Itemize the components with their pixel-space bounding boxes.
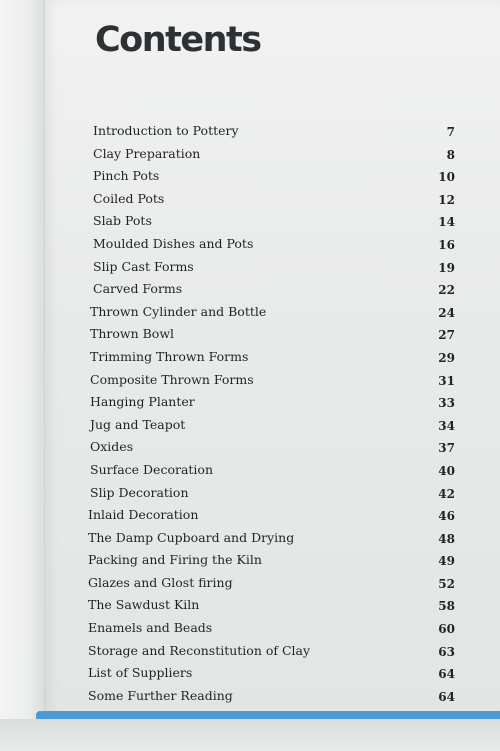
- toc-entry-page-number: 19: [438, 260, 455, 275]
- toc-entry-title: Hanging Planter: [90, 394, 195, 410]
- toc-entry-title: Surface Decoration: [90, 461, 214, 477]
- toc-entry-page-number: 27: [438, 328, 455, 343]
- page-title: Contents: [95, 20, 261, 60]
- toc-entry-title: The Sawdust Kiln: [88, 597, 200, 613]
- toc-entry[interactable]: [44, 211, 500, 234]
- toc-entry-title: Introduction to Pottery: [93, 123, 239, 138]
- toc-entry[interactable]: [44, 528, 500, 551]
- toc-entry-page-number: 31: [438, 373, 455, 388]
- toc-entry[interactable]: [44, 189, 500, 212]
- toc-entry-title: Oxides: [90, 439, 134, 455]
- book-cover-edge: [36, 711, 500, 719]
- toc-entry-page-number: 24: [438, 305, 455, 320]
- toc-entry-page-number: 14: [438, 215, 455, 230]
- toc-entry-title: Slip Decoration: [90, 484, 189, 500]
- toc-entry-page-number: 48: [438, 531, 455, 546]
- toc-entry-page-number: 46: [438, 509, 455, 524]
- toc-entry-title: Trimming Thrown Forms: [90, 348, 249, 364]
- toc-entry[interactable]: [44, 415, 500, 438]
- toc-entry-title: Storage and Reconstitution of Clay: [88, 642, 311, 658]
- toc-entry-page-number: 29: [438, 350, 455, 365]
- toc-entry-title: Carved Forms: [93, 281, 183, 297]
- table-surface: [0, 719, 500, 751]
- toc-entry[interactable]: [44, 618, 500, 641]
- toc-entry-page-number: 63: [438, 644, 455, 659]
- toc-entry-title: Coiled Pots: [93, 190, 165, 206]
- toc-entry-title: Glazes and Glost firing: [88, 574, 233, 590]
- toc-entry-page-number: 34: [438, 418, 455, 433]
- toc-entry[interactable]: [44, 505, 500, 528]
- toc-entry-page-number: 8: [446, 147, 455, 162]
- toc-entry-title: List of Suppliers: [88, 665, 193, 681]
- toc-entry[interactable]: [44, 686, 500, 709]
- toc-entry[interactable]: [44, 460, 500, 483]
- toc-entry-title: Slip Cast Forms: [93, 258, 194, 274]
- toc-entry-page-number: 58: [438, 599, 455, 614]
- toc-entry-title: Moulded Dishes and Pots: [93, 235, 254, 251]
- toc-entry[interactable]: [44, 573, 500, 596]
- facing-page-edge: [0, 0, 46, 751]
- toc-entry[interactable]: [44, 370, 500, 393]
- toc-entry-title: Inlaid Decoration: [88, 507, 199, 523]
- toc-entry-title: Composite Thrown Forms: [90, 371, 254, 387]
- toc-entry[interactable]: [44, 550, 500, 573]
- toc-entry-page-number: 64: [438, 667, 455, 682]
- toc-entry-title: Clay Preparation: [93, 145, 201, 161]
- toc-entry-page-number: 52: [438, 576, 455, 591]
- toc-entry-title: Packing and Firing the Kiln: [88, 552, 262, 568]
- toc-entry-title: Slab Pots: [93, 213, 152, 229]
- toc-entry[interactable]: [44, 483, 500, 506]
- toc-entry-page-number: 10: [438, 170, 455, 185]
- toc-entry-page-number: 49: [438, 554, 455, 569]
- toc-entry-title: Some Further Reading: [88, 687, 233, 703]
- toc-entry-page-number: 16: [438, 237, 455, 252]
- toc-entry-title: Enamels and Beads: [88, 620, 213, 636]
- toc-entry[interactable]: [44, 324, 500, 347]
- toc-entry-title: The Damp Cupboard and Drying: [88, 529, 295, 545]
- toc-entry-title: Thrown Bowl: [90, 326, 175, 342]
- toc-entry[interactable]: [44, 663, 500, 686]
- toc-entry[interactable]: [44, 121, 500, 144]
- toc-entry[interactable]: [44, 166, 500, 189]
- toc-entry-title: Jug and Teapot: [90, 416, 186, 432]
- toc-entry[interactable]: [44, 234, 500, 257]
- toc-entry[interactable]: [44, 437, 500, 460]
- toc-entry[interactable]: [44, 641, 500, 664]
- toc-entry-page-number: 12: [438, 192, 455, 207]
- toc-entry[interactable]: [44, 257, 500, 280]
- toc-entry[interactable]: [44, 392, 500, 415]
- toc-entry-page-number: 7: [446, 125, 455, 139]
- toc-entry-page-number: 60: [438, 622, 455, 637]
- toc-entry-page-number: 37: [438, 441, 455, 456]
- table-of-contents: [44, 121, 500, 708]
- toc-entry-title: Thrown Cylinder and Bottle: [90, 303, 267, 319]
- toc-entry-page-number: 33: [438, 396, 455, 411]
- toc-entry[interactable]: [44, 279, 500, 302]
- toc-entry[interactable]: [44, 144, 500, 167]
- toc-entry-page-number: 22: [438, 283, 455, 298]
- toc-entry-page-number: 40: [438, 463, 455, 478]
- toc-entry-page-number: 64: [438, 689, 455, 704]
- toc-entry[interactable]: [44, 595, 500, 618]
- toc-entry[interactable]: [44, 302, 500, 325]
- toc-entry-title: Pinch Pots: [93, 168, 160, 184]
- toc-entry-page-number: 42: [438, 486, 455, 501]
- toc-entry[interactable]: [44, 347, 500, 370]
